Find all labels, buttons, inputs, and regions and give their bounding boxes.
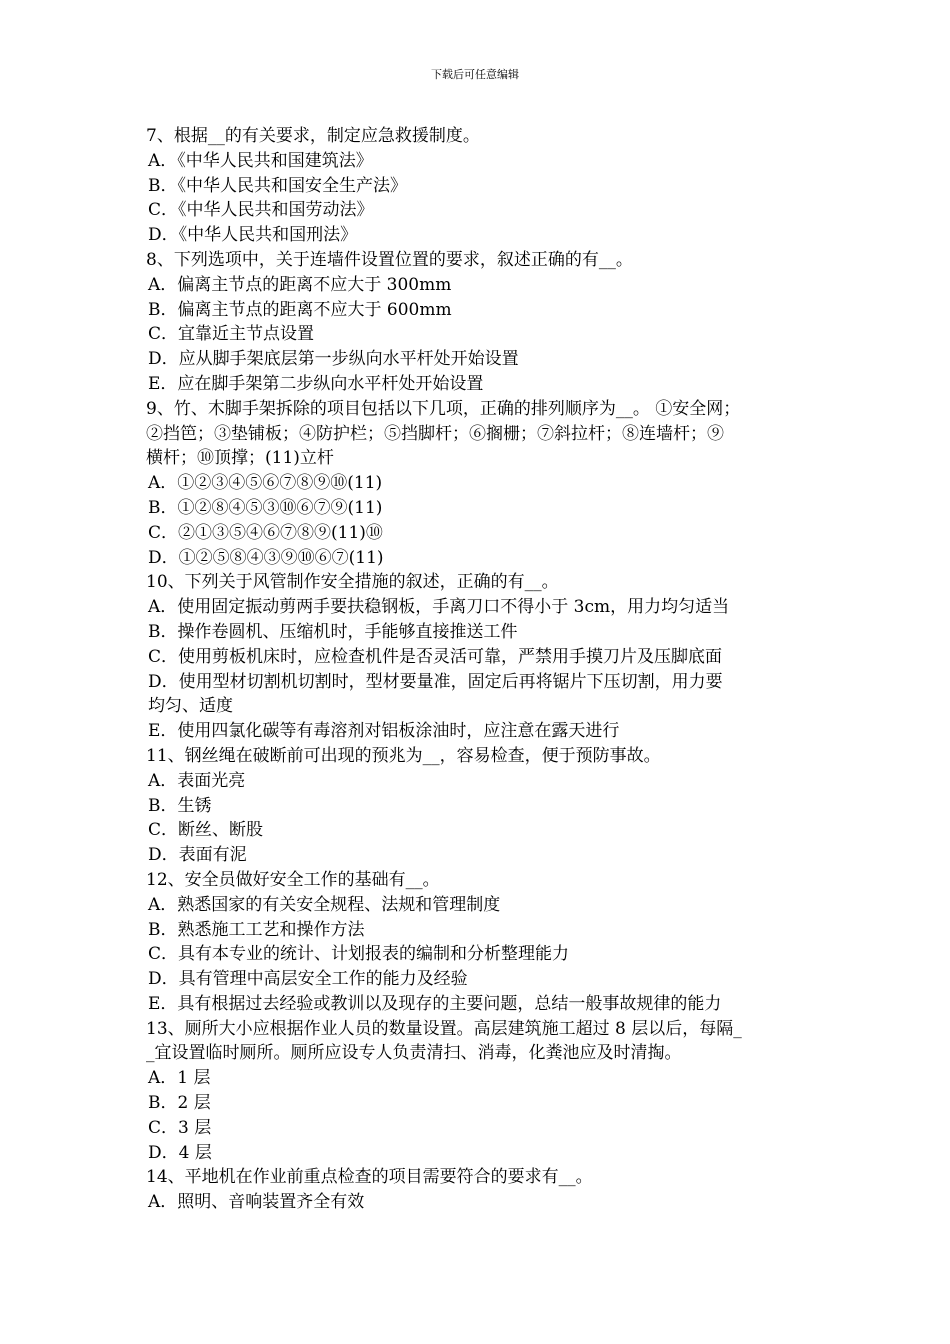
question-list xyxy=(146,124,814,1215)
question-text: 12、安全员做好安全工作的基础有__。 xyxy=(146,869,440,890)
answer-option: A．熟悉国家的有关安全规程、法规和管理制度 xyxy=(148,894,501,915)
answer-option: B．2 层 xyxy=(148,1093,211,1114)
answer-option: C．具有本专业的统计、计划报表的编制和分析整理能力 xyxy=(148,944,570,965)
answer-option: A．1 层 xyxy=(148,1068,211,1089)
question-text: 11、钢丝绳在破断前可出现的预兆为__，容易检查，便于预防事故。 xyxy=(146,745,661,766)
question-block xyxy=(146,744,814,868)
answer-option: B．①②⑧④⑤③⑩⑥⑦⑨(11) xyxy=(148,497,383,518)
answer-option: A．①②③④⑤⑥⑦⑧⑨⑩(11) xyxy=(148,473,383,494)
question-text: ②挡笆；③垫铺板；④防护栏；⑤挡脚杆；⑥搁栅；⑦斜拉杆；⑧连墙杆；⑨ xyxy=(146,423,724,444)
answer-option: D．《中华人民共和国刑法》 xyxy=(148,225,358,246)
answer-option: A．使用固定振动剪两手要扶稳钢板，手离刀口不得小于 3cm，用力均匀适当 xyxy=(148,597,730,618)
question-block xyxy=(146,397,814,571)
question-block xyxy=(146,570,814,744)
question-text: 横杆；⑩顶撑；(11)立杆 xyxy=(146,448,334,469)
answer-option: C．使用剪板机床时，应检查机件是否灵活可靠，严禁用手摸刀片及压脚底面 xyxy=(148,646,723,667)
question-block xyxy=(146,1017,814,1166)
question-text: 8、下列选项中，关于连墙件设置位置的要求，叙述正确的有__。 xyxy=(146,249,633,270)
answer-option: B．操作卷圆机、压缩机时，手能够直接推送工件 xyxy=(148,621,518,642)
answer-option: B．偏离主节点的距离不应大于 600mm xyxy=(148,299,452,320)
answer-option: A．照明、音响装置齐全有效 xyxy=(148,1192,365,1213)
answer-option: E．具有根据过去经验或教训以及现存的主要问题，总结一般事故规律的能力 xyxy=(148,993,722,1014)
answer-option: 均匀、适度 xyxy=(148,696,233,717)
question-text: 13、厕所大小应根据作业人员的数量设置。高层建筑施工超过 8 层以后，每隔_ xyxy=(146,1018,742,1039)
answer-option: D．①②⑤⑧④③⑨⑩⑥⑦(11) xyxy=(148,547,384,568)
answer-option: D．4 层 xyxy=(148,1142,212,1163)
answer-option: E．使用四氯化碳等有毒溶剂对铝板涂油时，应注意在露天进行 xyxy=(148,721,620,742)
page-header: 下载后可任意编辑 xyxy=(431,68,519,81)
answer-option: A．偏离主节点的距离不应大于 300mm xyxy=(148,274,452,295)
answer-option: B．《中华人民共和国安全生产法》 xyxy=(148,175,407,196)
question-text: 10、下列关于风管制作安全措施的叙述，正确的有__。 xyxy=(146,572,559,593)
answer-option: C．3 层 xyxy=(148,1117,212,1138)
question-block xyxy=(146,124,814,248)
question-text: 9、竹、木脚手架拆除的项目包括以下几项，正确的排列顺序为__。 ①安全网； xyxy=(146,398,741,419)
answer-option: C．②①③⑤④⑥⑦⑧⑨(11)⑩ xyxy=(148,522,383,543)
question-block xyxy=(146,1165,814,1215)
question-text: 14、平地机在作业前重点检查的项目需要符合的要求有__。 xyxy=(146,1167,593,1188)
answer-option: A．《中华人民共和国建筑法》 xyxy=(148,150,373,171)
answer-option: D．表面有泥 xyxy=(148,845,247,866)
question-block xyxy=(146,868,814,1017)
answer-option: D．应从脚手架底层第一步纵向水平杆处开始设置 xyxy=(148,349,519,370)
question-block xyxy=(146,248,814,397)
answer-option: D．具有管理中高层安全工作的能力及经验 xyxy=(148,969,468,990)
answer-option: A．表面光亮 xyxy=(148,770,246,791)
answer-option: C．《中华人民共和国劳动法》 xyxy=(148,200,374,221)
question-text: 7、根据__的有关要求，制定应急救援制度。 xyxy=(146,126,480,146)
answer-option: C．宜靠近主节点设置 xyxy=(148,324,315,345)
answer-option: D．使用型材切割机切割时，型材要量准，固定后再将锯片下压切割，用力要 xyxy=(148,671,723,692)
answer-option: E．应在脚手架第二步纵向水平杆处开始设置 xyxy=(148,373,484,394)
question-text: _宜设置临时厕所。厕所应设专人负责清扫、消毒，化粪池应及时清掏。 xyxy=(146,1043,682,1064)
answer-option: B．生锈 xyxy=(148,795,212,816)
answer-option: C．断丝、断股 xyxy=(148,820,264,841)
answer-option: B．熟悉施工工艺和操作方法 xyxy=(148,919,365,940)
